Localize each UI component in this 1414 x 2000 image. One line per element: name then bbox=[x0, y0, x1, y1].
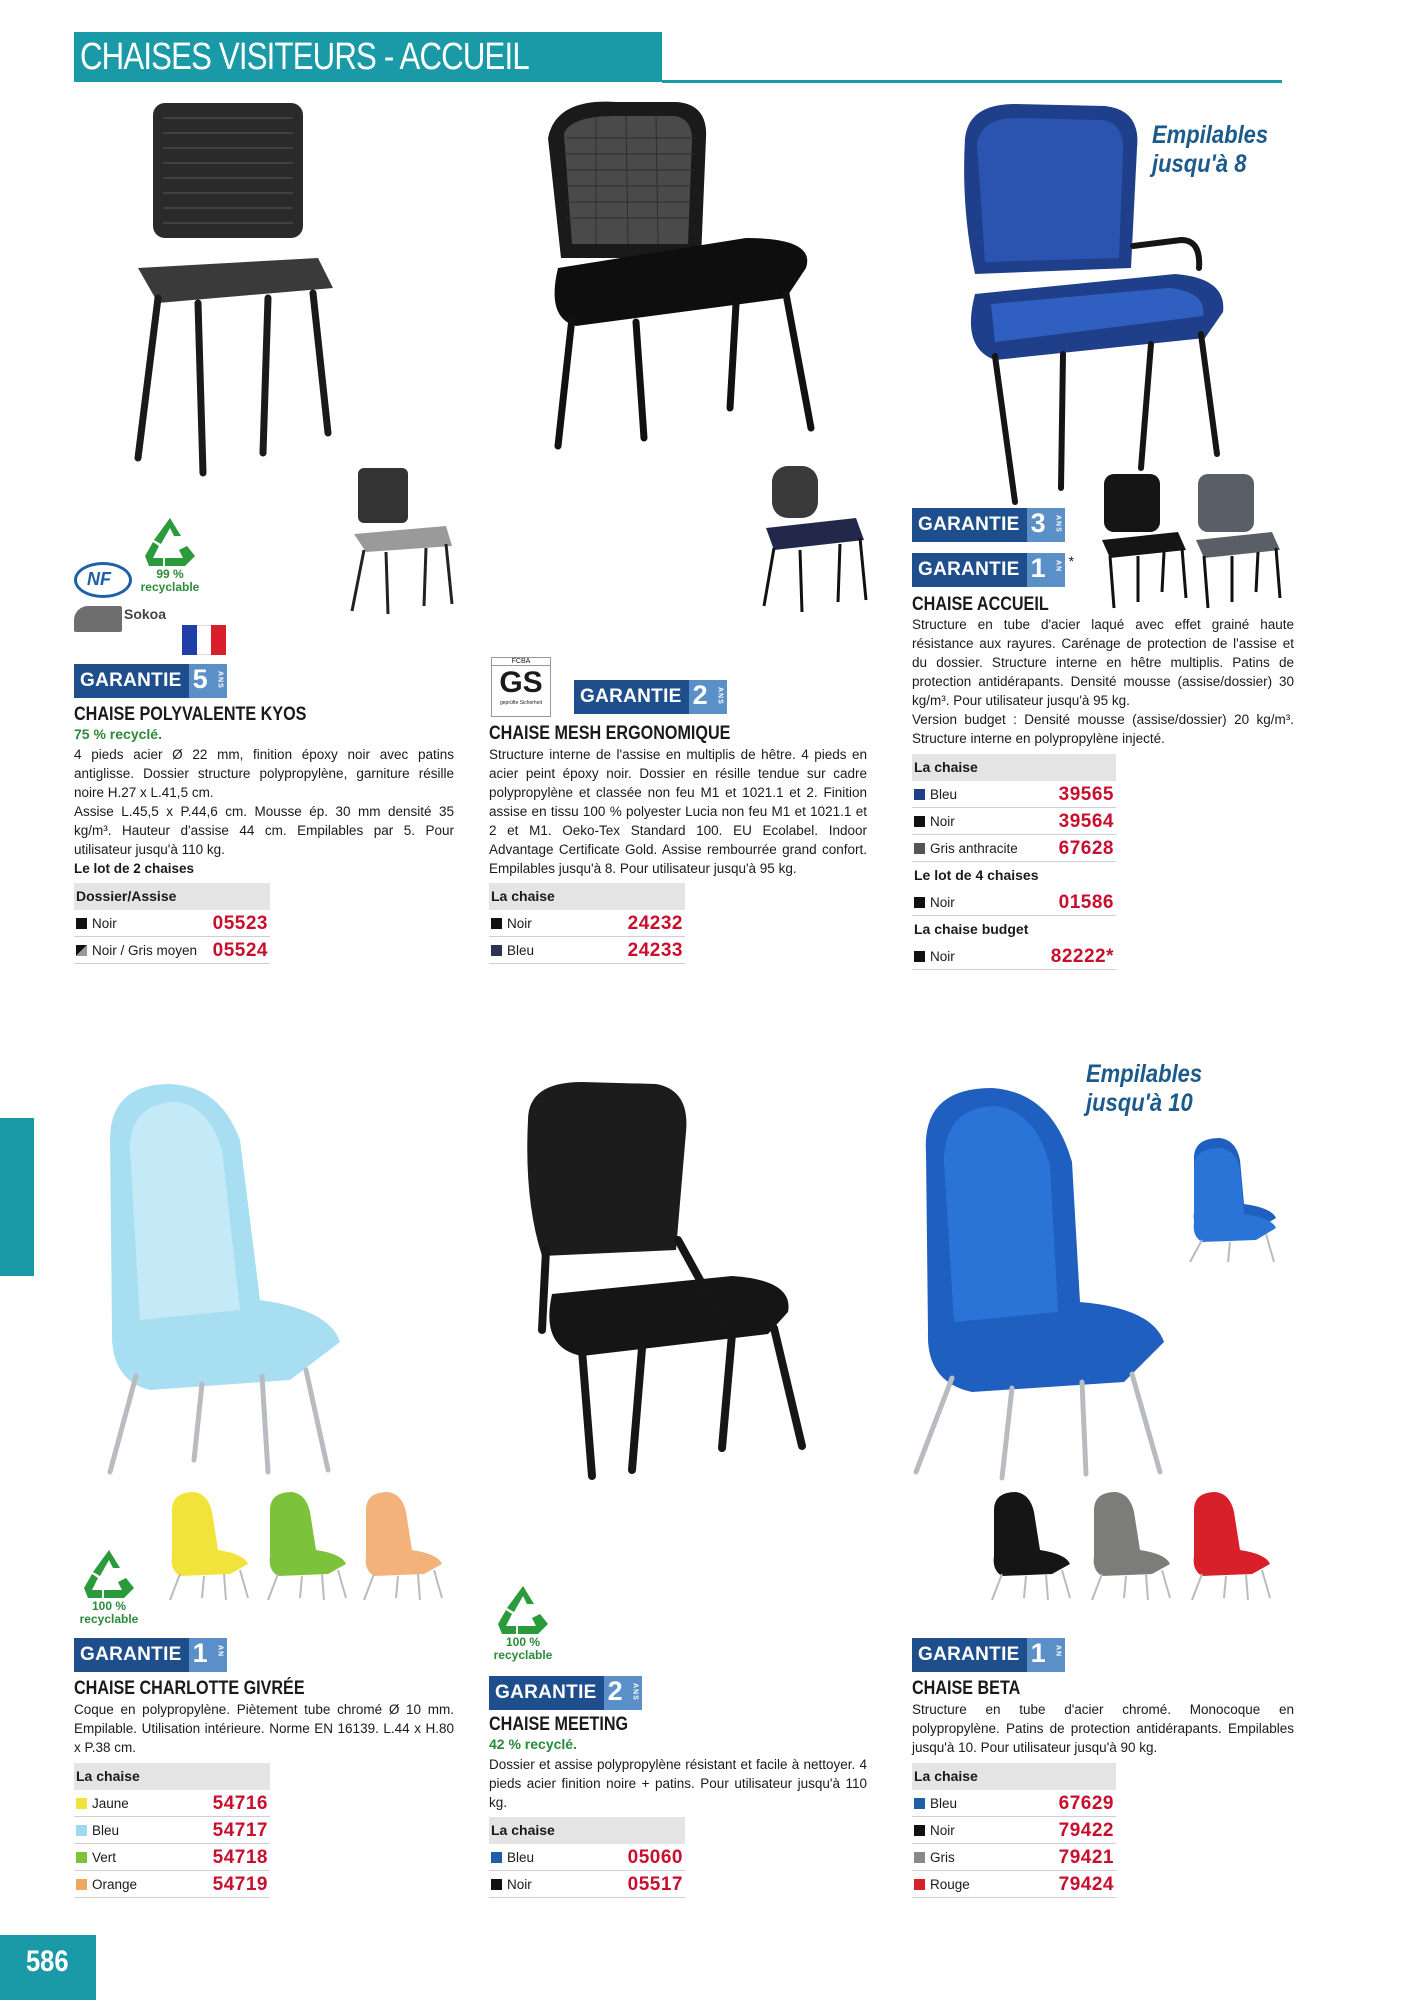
table-row bbox=[74, 937, 270, 964]
charlotte-green-variant-image bbox=[262, 1490, 354, 1602]
recycle-icon bbox=[494, 1584, 552, 1636]
empilables-line-2: jusqu'à 8 bbox=[1152, 150, 1247, 178]
kyos-recyclable-logo bbox=[130, 516, 210, 594]
product-ref: 05060 bbox=[627, 1847, 683, 1868]
accueil-group-header: Le lot de 4 chaises bbox=[914, 867, 1039, 883]
table-row bbox=[74, 910, 270, 937]
color-label: Noir bbox=[930, 1822, 955, 1838]
meeting-title: CHAISE MEETING bbox=[489, 1714, 629, 1735]
color-label: Noir / Gris moyen bbox=[92, 942, 198, 958]
recycle-icon bbox=[80, 1548, 138, 1600]
color-swatch bbox=[491, 1852, 502, 1863]
meeting-garantie-badge bbox=[489, 1676, 642, 1710]
table-row bbox=[912, 1844, 1116, 1871]
garantie-label: GARANTIE bbox=[912, 508, 1027, 542]
french-flag-icon bbox=[182, 625, 226, 655]
beta-black-variant-image bbox=[986, 1490, 1076, 1602]
color-swatch bbox=[76, 945, 87, 956]
table-row bbox=[912, 1871, 1116, 1898]
charlotte-recyclable-logo bbox=[70, 1548, 148, 1626]
meeting-table-header: La chaise bbox=[489, 1817, 685, 1844]
nf-logo-text: NF bbox=[87, 569, 111, 589]
color-swatch bbox=[914, 951, 925, 962]
garantie-label: GARANTIE bbox=[74, 1638, 189, 1672]
mesh-title: CHAISE MESH ERGONOMIQUE bbox=[489, 723, 731, 744]
charlotte-title: CHAISE CHARLOTTE GIVRÉE bbox=[74, 1678, 305, 1699]
page-number-box bbox=[0, 1935, 96, 2000]
accueil-desc-2: Version budget : Densité mousse (assise/dossier) 20 kg/m³. Structure interne en polypropylène injecté. bbox=[912, 712, 1294, 746]
garantie-footnote-star: * bbox=[1068, 553, 1075, 569]
beta-red-variant-image bbox=[1186, 1490, 1276, 1602]
header-rule bbox=[662, 80, 1282, 83]
charlotte-chair-image bbox=[90, 1080, 370, 1480]
table-row bbox=[912, 835, 1116, 862]
table-row bbox=[489, 1871, 685, 1898]
beta-desc-1: Structure en tube d'acier chromé. Monocoque en polypropylène. Patins de protection antidérapants. Empilables jusqu'à 10. Pour utilisateur jusqu'à 90 kg. bbox=[912, 1702, 1294, 1755]
garantie-years: 3 ANS bbox=[1027, 508, 1065, 542]
kyos-chair-image bbox=[128, 98, 338, 478]
table-row bbox=[74, 1871, 270, 1898]
product-ref: 79424 bbox=[1058, 1874, 1114, 1895]
charlotte-orange-variant-image bbox=[358, 1490, 450, 1602]
color-label: Bleu bbox=[92, 1822, 120, 1838]
garantie-years: 1 AN bbox=[1027, 1638, 1065, 1672]
section-tab bbox=[0, 1118, 34, 1276]
product-ref: 79422 bbox=[1058, 1820, 1114, 1841]
gs-subtitle: geprüfte Sicherheit bbox=[500, 700, 542, 706]
garantie-label: GARANTIE bbox=[574, 680, 689, 714]
table-row bbox=[912, 1790, 1116, 1817]
color-label: Vert bbox=[92, 1849, 117, 1865]
color-label: Gris bbox=[930, 1849, 955, 1865]
garantie-label: GARANTIE bbox=[74, 664, 189, 698]
color-label: Bleu bbox=[930, 786, 958, 802]
accueil-desc-1: Structure en tube d'acier laqué avec effet grainé haute résistance aux rayures. Carénage de protection de l'assise et du dossier. Structure interne en hêtre multiplis. Patins de protection antidérapants. Densité mousse (assise/dossier) 30 kg/m³. Pour utilisateur jusqu'à 95 kg. bbox=[912, 617, 1294, 708]
color-label: Noir bbox=[930, 813, 955, 829]
beta-grey-variant-image bbox=[1086, 1490, 1176, 1602]
accueil-group-header: La chaise bbox=[912, 754, 1116, 781]
table-row bbox=[489, 1844, 685, 1871]
color-label: Jaune bbox=[92, 1795, 129, 1811]
meeting-recycled: 42 % recyclé. bbox=[489, 1736, 577, 1752]
meeting-chair-image bbox=[522, 1080, 812, 1480]
mesh-garantie-badge bbox=[574, 680, 727, 714]
product-ref: 67629 bbox=[1058, 1793, 1114, 1814]
gs-logo bbox=[491, 657, 551, 717]
product-ref: 01586 bbox=[1058, 892, 1114, 913]
charlotte-garantie-badge bbox=[74, 1638, 227, 1672]
color-label: Gris anthracite bbox=[930, 840, 1018, 856]
product-ref: 05517 bbox=[627, 1874, 683, 1895]
table-row bbox=[74, 1790, 270, 1817]
beta-table-header: La chaise bbox=[912, 1763, 1116, 1790]
gs-mark: GS bbox=[499, 666, 543, 699]
kyos-recycle-word: recyclable bbox=[140, 580, 200, 594]
mesh-chair-image bbox=[536, 98, 820, 453]
color-label: Rouge bbox=[930, 1876, 970, 1892]
empilables-line-1: Empilables bbox=[1152, 121, 1269, 149]
nf-logo bbox=[74, 562, 132, 598]
kyos-recycle-pct: 99 % bbox=[156, 567, 184, 581]
kyos-garantie-badge bbox=[74, 664, 227, 698]
sokoa-brand: Sokoa bbox=[124, 606, 167, 622]
beta-title: CHAISE BETA bbox=[912, 1678, 1021, 1699]
charlotte-price-table bbox=[74, 1763, 270, 1898]
meeting-description bbox=[489, 1755, 867, 1812]
garantie-label: GARANTIE bbox=[912, 1638, 1027, 1672]
table-row bbox=[912, 781, 1116, 808]
beta-price-table bbox=[912, 1763, 1116, 1898]
charlotte-recycle-word: recyclable bbox=[79, 1612, 139, 1626]
mesh-table-header: La chaise bbox=[489, 883, 685, 910]
color-swatch bbox=[914, 897, 925, 908]
color-label: Noir bbox=[507, 1876, 532, 1892]
table-row bbox=[912, 889, 1116, 916]
table-row bbox=[489, 910, 685, 937]
product-ref: 05523 bbox=[212, 913, 268, 934]
accueil-grey-variant-image bbox=[1192, 472, 1284, 610]
accueil-group-header: La chaise budget bbox=[914, 921, 1029, 937]
product-ref: 67628 bbox=[1058, 838, 1114, 859]
product-ref: 05524 bbox=[212, 940, 268, 961]
kyos-lot-label: Le lot de 2 chaises bbox=[74, 861, 195, 876]
fcba-label: FCBA bbox=[492, 658, 550, 666]
accueil-title: CHAISE ACCUEIL bbox=[912, 594, 1049, 615]
product-ref: 39565 bbox=[1058, 784, 1114, 805]
page-number: 586 bbox=[26, 1945, 69, 1978]
color-label: Noir bbox=[930, 948, 955, 964]
charlotte-table-header: La chaise bbox=[74, 1763, 270, 1790]
charlotte-recycle-pct: 100 % bbox=[91, 1599, 127, 1613]
kyos-desc-1: 4 pieds acier Ø 22 mm, finition époxy noir avec patins antiglisse. Dossier structure polypropylène, garniture résille noire H.27 x L.41,5 cm. bbox=[74, 747, 454, 800]
color-swatch bbox=[76, 1798, 87, 1809]
meeting-recycle-pct: 100 % bbox=[505, 1635, 541, 1649]
product-ref: 24233 bbox=[627, 940, 683, 961]
beta-chair-image bbox=[902, 1082, 1192, 1482]
color-swatch bbox=[76, 1879, 87, 1890]
mesh-blue-variant-image bbox=[760, 464, 870, 612]
accueil-garantie-badge-1 bbox=[912, 553, 1074, 587]
color-swatch bbox=[914, 816, 925, 827]
table-row bbox=[912, 943, 1116, 970]
product-ref: 54719 bbox=[212, 1874, 268, 1895]
garantie-years: 2 ANS bbox=[689, 680, 727, 714]
color-label: Bleu bbox=[507, 1849, 535, 1865]
product-ref: 54717 bbox=[212, 1820, 268, 1841]
color-swatch bbox=[491, 945, 502, 956]
kyos-desc-2: Assise L.45,5 x P.44,6 cm. Mousse ép. 30 mm densité 35 kg/m³. Hauteur d'assise 44 cm. Empilables par 5. Pour utilisateur jusqu'à 110 kg. bbox=[74, 804, 454, 857]
beta-description bbox=[912, 1700, 1294, 1757]
color-swatch bbox=[914, 1879, 925, 1890]
garantie-years: 1 AN bbox=[1027, 553, 1065, 587]
table-row bbox=[489, 937, 685, 964]
table-row bbox=[74, 1817, 270, 1844]
beta-garantie-badge bbox=[912, 1638, 1065, 1672]
accueil-description bbox=[912, 615, 1294, 748]
garantie-years: 1 AN bbox=[189, 1638, 227, 1672]
accueil-garantie-badge-3 bbox=[912, 508, 1065, 542]
kyos-grey-variant-image bbox=[346, 466, 456, 614]
product-ref: 79421 bbox=[1058, 1847, 1114, 1868]
color-swatch bbox=[914, 1798, 925, 1809]
accueil-black-variant-image bbox=[1098, 472, 1190, 610]
product-ref: 24232 bbox=[627, 913, 683, 934]
page-header bbox=[74, 32, 662, 82]
color-swatch bbox=[914, 1825, 925, 1836]
product-ref: 54718 bbox=[212, 1847, 268, 1868]
accueil-chair-image bbox=[955, 98, 1230, 508]
beta-stacked-image bbox=[1180, 1134, 1280, 1264]
garantie-years: 5 ANS bbox=[189, 664, 227, 698]
mesh-description bbox=[489, 745, 867, 878]
color-swatch bbox=[76, 918, 87, 929]
product-ref: 39564 bbox=[1058, 811, 1114, 832]
meeting-recycle-word: recyclable bbox=[493, 1648, 553, 1662]
table-row bbox=[74, 1844, 270, 1871]
kyos-description bbox=[74, 745, 454, 878]
color-label: Noir bbox=[92, 915, 117, 931]
product-ref: 54716 bbox=[212, 1793, 268, 1814]
kyos-price-table bbox=[74, 883, 270, 964]
color-label: Bleu bbox=[930, 1795, 958, 1811]
sokoa-logo bbox=[74, 606, 122, 632]
color-swatch bbox=[914, 789, 925, 800]
charlotte-desc-1: Coque en polypropylène. Piètement tube chromé Ø 10 mm. Empilable. Utilisation intérieure. Norme EN 16139. L.44 x H.80 x P.38 cm. bbox=[74, 1702, 454, 1755]
mesh-price-table bbox=[489, 883, 685, 964]
garantie-years: 2 ANS bbox=[604, 1676, 642, 1710]
charlotte-description bbox=[74, 1700, 454, 1757]
color-label: Noir bbox=[507, 915, 532, 931]
page-title: CHAISES VISITEURS - ACCUEIL bbox=[80, 36, 529, 78]
table-row bbox=[912, 808, 1116, 835]
recycle-icon bbox=[141, 516, 199, 568]
kyos-title: CHAISE POLYVALENTE KYOS bbox=[74, 704, 307, 725]
garantie-label: GARANTIE bbox=[912, 553, 1027, 587]
charlotte-yellow-variant-image bbox=[164, 1490, 256, 1602]
meeting-price-table bbox=[489, 1817, 685, 1898]
kyos-recycled: 75 % recyclé. bbox=[74, 726, 162, 742]
product-ref: 82222* bbox=[1050, 946, 1114, 967]
color-label: Orange bbox=[92, 1876, 138, 1892]
meeting-desc-1: Dossier et assise polypropylène résistant et facile à nettoyer. 4 pieds acier finition noire + patins. Pour utilisateur jusqu'à 110 kg. bbox=[489, 1757, 867, 1810]
table-row bbox=[912, 1817, 1116, 1844]
color-label: Noir bbox=[930, 894, 955, 910]
kyos-table-header: Dossier/Assise bbox=[74, 883, 270, 910]
color-swatch bbox=[914, 1852, 925, 1863]
garantie-label: GARANTIE bbox=[489, 1676, 604, 1710]
color-label: Bleu bbox=[507, 942, 535, 958]
color-swatch bbox=[491, 918, 502, 929]
meeting-recyclable-logo bbox=[484, 1584, 562, 1662]
color-swatch bbox=[491, 1879, 502, 1890]
color-swatch bbox=[76, 1852, 87, 1863]
empilables-line-2: jusqu'à 10 bbox=[1086, 1089, 1193, 1117]
empilables-line-1: Empilables bbox=[1086, 1060, 1203, 1088]
mesh-desc-1: Structure interne de l'assise en multiplis de hêtre. 4 pieds en acier peint époxy noir. Dossier en résille tendue sur cadre polypropylène et classée non feu M1 et 1021.1 et 2. Finition assise en tissu 100 % polyester Lucia non feu M1 et 1021.1 et 2 et M1. Oeko-Tex Standard 100. EU Ecolabel. Indoor Advantage Certificate Gold. Assise rembourrée grand confort. Empilables jusqu'à 8. Pour utilisateur jusqu'à 95 kg. bbox=[489, 747, 867, 876]
accueil-price-table bbox=[912, 754, 1116, 970]
color-swatch bbox=[914, 843, 925, 854]
color-swatch bbox=[76, 1825, 87, 1836]
